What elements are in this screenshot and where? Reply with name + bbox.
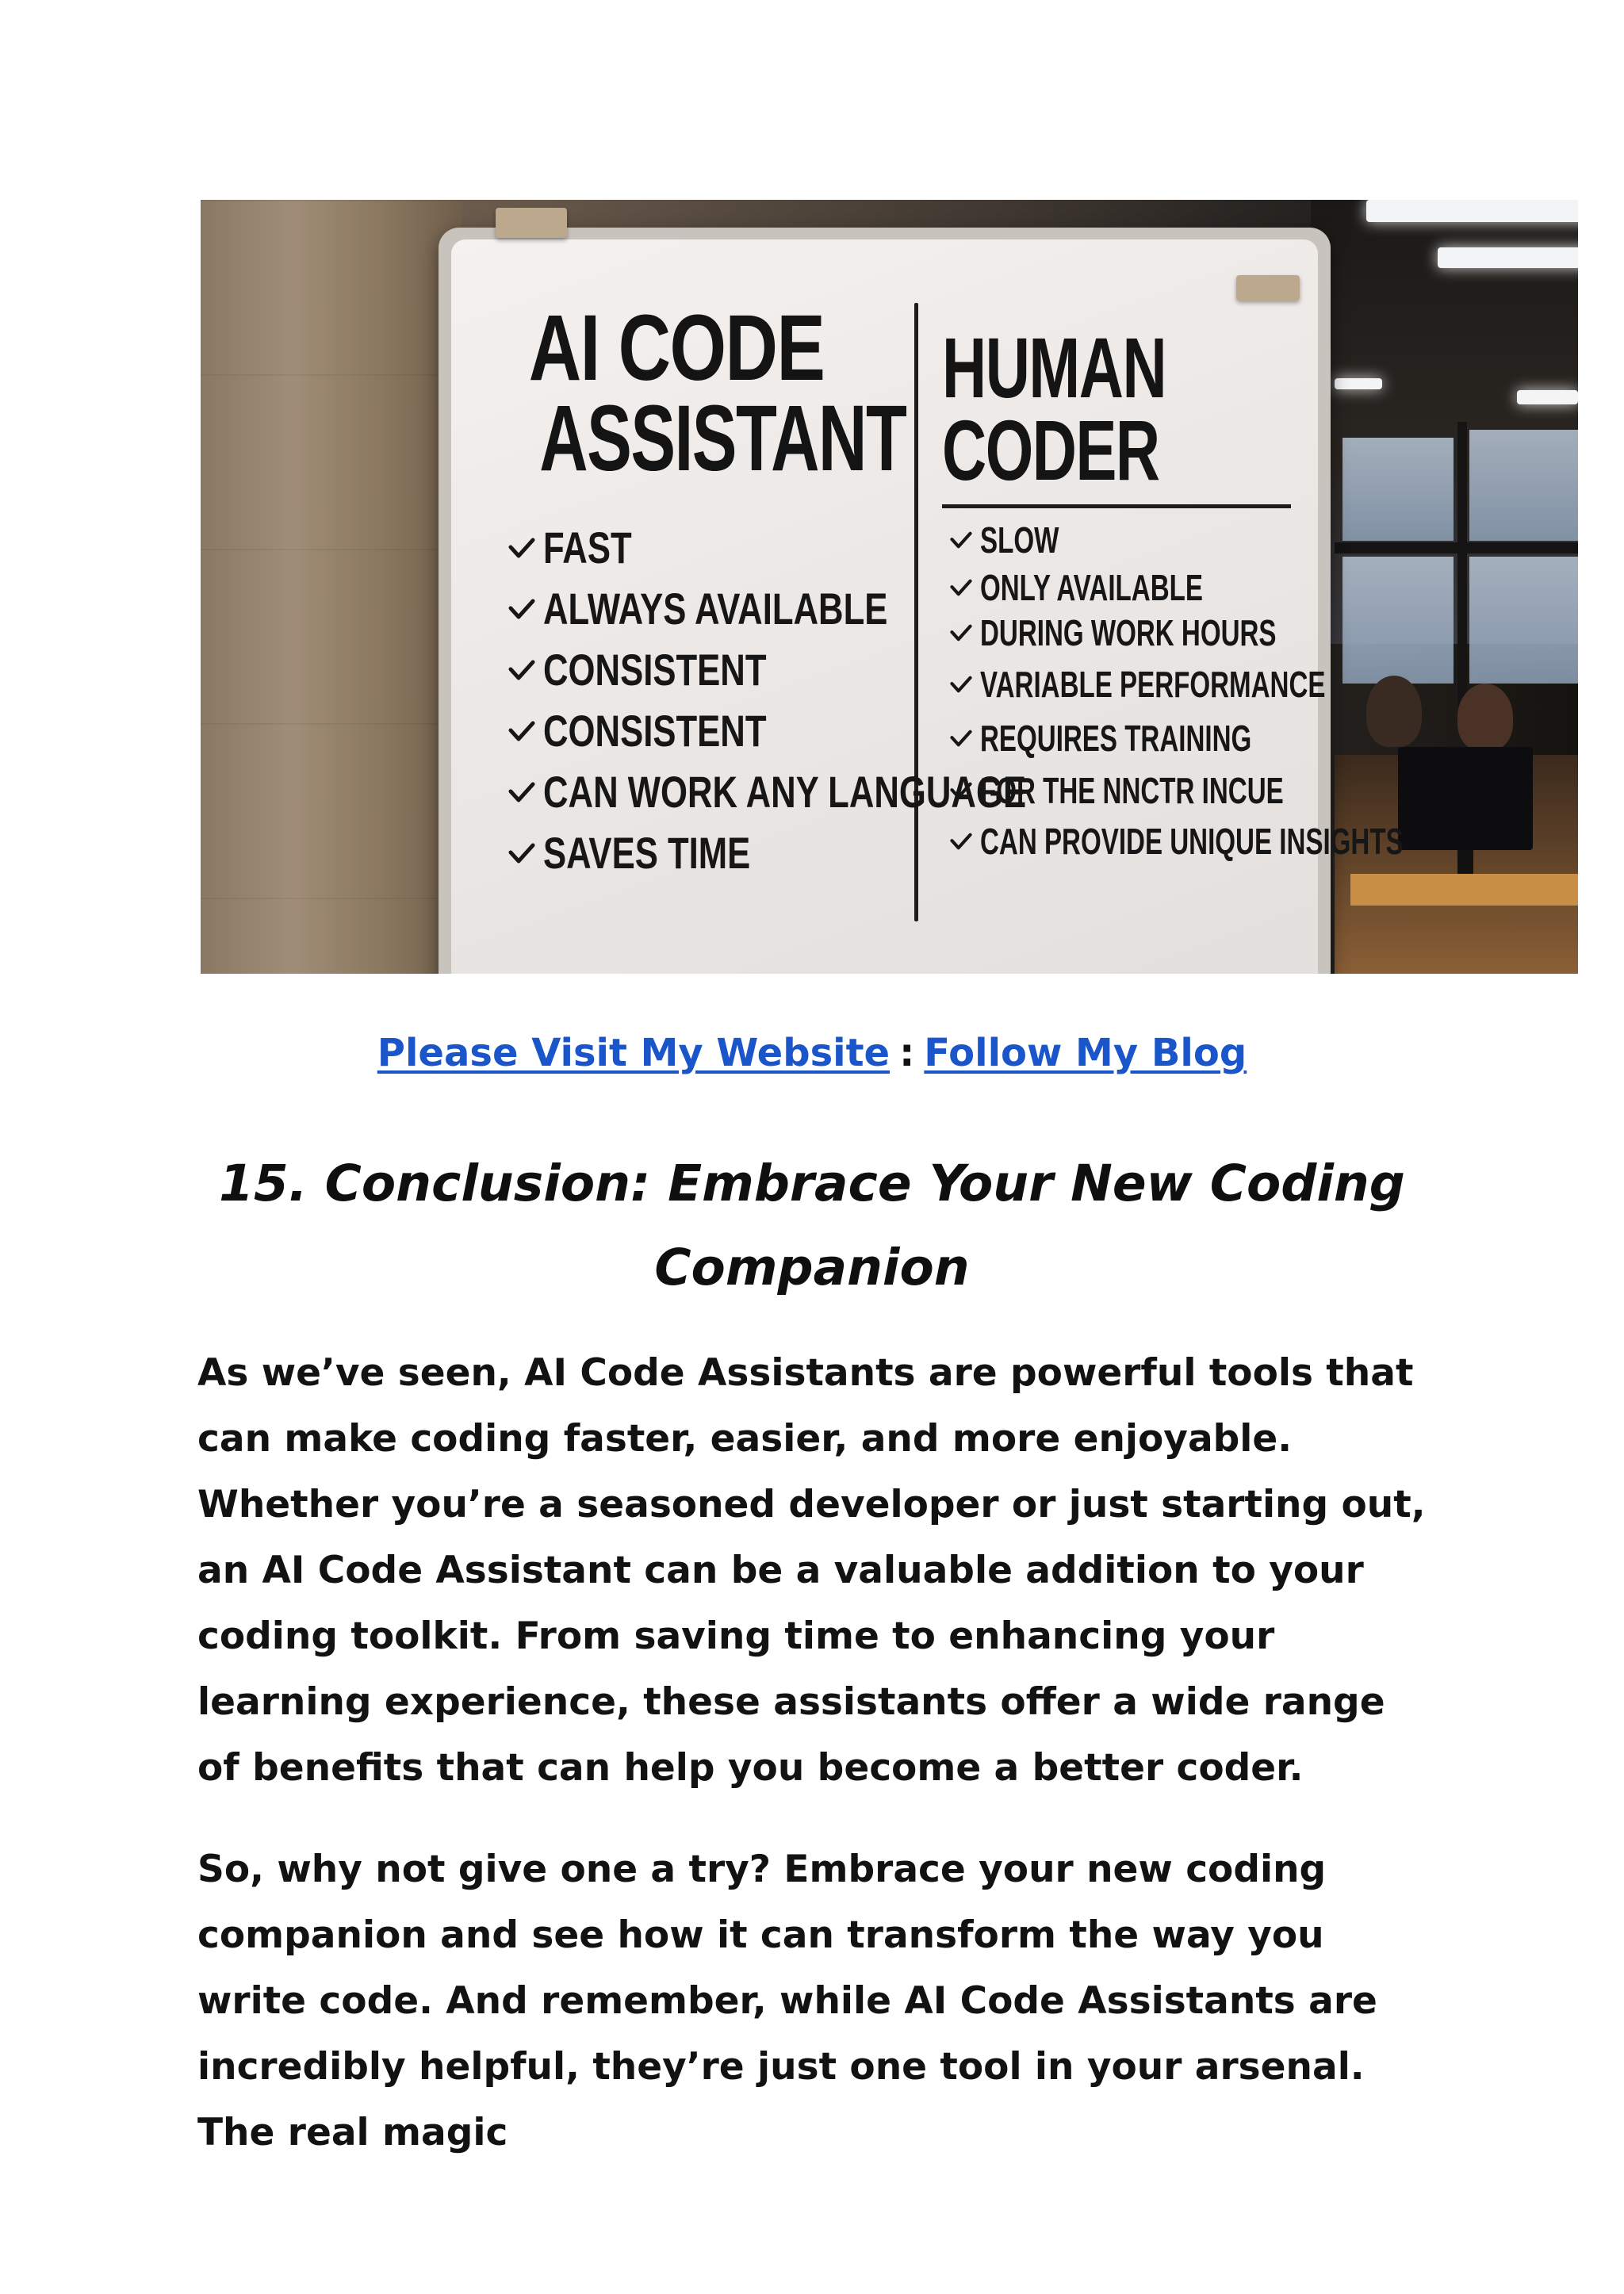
concrete-wall <box>201 200 462 974</box>
promo-links <box>0 1031 1624 1077</box>
body-paragraph: So, why not give one a try? Embrace your new coding companion and see how it can transform the way you write code. And remember, while AI Code Assistants are incredibly helpful, they’re just one tool in your arsenal. The real magic <box>197 1848 1377 2154</box>
board-heading-line: CODER <box>942 402 1159 498</box>
checkmark-icon <box>508 534 535 561</box>
link-separator: : <box>899 1031 915 1075</box>
list-item-label: VARIABLE PERFORMANCE <box>980 664 1326 705</box>
blog-link[interactable]: Follow My Blog <box>924 1031 1247 1075</box>
human-traits-list <box>950 513 1568 867</box>
board-clip <box>496 208 567 238</box>
board-heading-human <box>942 320 1228 498</box>
list-item-label: CAN PROVIDE UNIQUE INSIGHTS <box>980 821 1404 862</box>
checkmark-icon <box>508 718 535 745</box>
list-item-label: ONLY AVAILABLE <box>980 567 1203 608</box>
section-heading: 15. Conclusion: Embrace Your New Coding Companion <box>219 1155 1405 1296</box>
checkmark-icon <box>508 657 535 684</box>
board-heading-underline <box>942 504 1291 508</box>
list-item-label: FOR THE NNCTR INCUE <box>980 770 1284 811</box>
whiteboard-photo <box>201 200 1578 974</box>
list-item-label: SLOW <box>980 519 1059 561</box>
list-item-label: DURING WORK HOURS <box>980 612 1277 653</box>
website-link[interactable]: Please Visit My Website <box>377 1031 891 1075</box>
checkmark-icon <box>950 576 972 599</box>
list-item <box>950 608 1568 657</box>
checkmark-icon <box>950 779 972 802</box>
board-heading-line: AI CODE <box>528 296 825 400</box>
ceiling-light <box>1335 378 1382 389</box>
list-item <box>950 765 1568 816</box>
checkmark-icon <box>508 596 535 622</box>
list-item-label: CONSISTENT <box>543 706 767 756</box>
checkmark-icon <box>950 622 972 644</box>
list-item-label: REQUIRES TRAINING <box>980 718 1252 759</box>
board-heading-ai <box>486 296 906 491</box>
list-item <box>950 513 1568 567</box>
list-item <box>950 567 1568 608</box>
board-clip <box>1236 275 1300 301</box>
list-item-label: CAN WORK ANY LANGUAGE <box>543 767 1027 817</box>
ceiling-light <box>1517 390 1578 404</box>
checkmark-icon <box>950 727 972 749</box>
ceiling-light <box>1366 200 1578 222</box>
checkmark-icon <box>950 673 972 695</box>
ceiling-light <box>1438 247 1578 268</box>
list-item-label: CONSISTENT <box>543 645 767 695</box>
list-item <box>950 711 1568 765</box>
body-paragraph: As we’ve seen, AI Code Assistants are powerful tools that can make coding faster, easier, and more enjoyable. Whether you’re a seasoned developer or just starting out, an AI Code Assistant can be a valuable addition to your coding toolkit. From saving time to enhancing your learning experience, these assistants offer a wide range of benefits that can help you become a better coder. <box>197 1351 1426 1790</box>
list-item <box>950 816 1568 867</box>
list-item-label: SAVES TIME <box>543 828 751 878</box>
checkmark-icon <box>508 840 535 867</box>
checkmark-icon <box>508 779 535 806</box>
checkmark-icon <box>950 529 972 551</box>
list-item-label: FAST <box>543 523 632 573</box>
board-heading-line: HUMAN <box>942 320 1166 416</box>
checkmark-icon <box>950 830 972 852</box>
desk <box>1350 874 1578 906</box>
list-item <box>950 657 1568 711</box>
board-heading-line: ASSISTANT <box>539 386 906 491</box>
list-item-label: ALWAYS AVAILABLE <box>543 584 888 634</box>
